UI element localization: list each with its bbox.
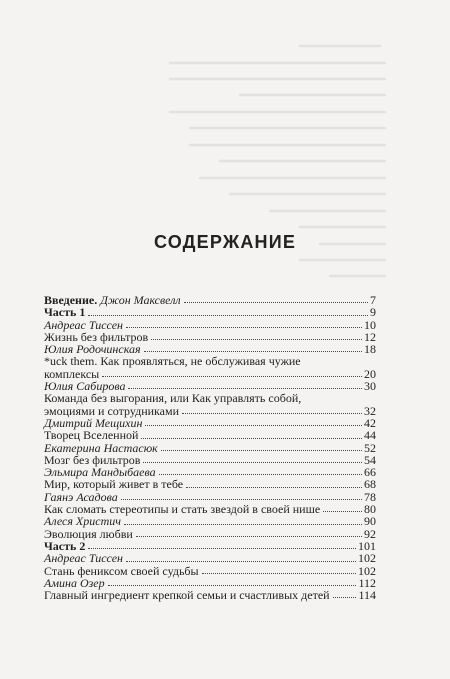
toc-row <box>44 294 376 306</box>
toc-page-number: 42 <box>364 415 376 430</box>
toc-bold-text: Введение. <box>44 293 98 307</box>
toc-author: Андреас Тиссен <box>44 317 124 332</box>
toc-page-number: 18 <box>364 342 376 357</box>
toc-page-number: 52 <box>364 440 376 455</box>
leader-dots <box>88 548 356 549</box>
toc-author: Амина Озер <box>44 575 105 590</box>
leader-dots <box>143 462 362 463</box>
leader-dots <box>333 597 357 598</box>
toc-bold-text: Часть 1 <box>44 305 86 320</box>
toc-page-number: 9 <box>370 305 376 320</box>
leader-dots <box>128 388 362 389</box>
toc-title: Мозг без фильтров <box>44 452 141 467</box>
toc-page-number: 20 <box>364 366 376 381</box>
toc-page-number: 7 <box>370 293 376 307</box>
toc-title: Команда без выгорания, или Как управлять собой, <box>44 391 302 406</box>
toc-page-number: 68 <box>364 477 376 492</box>
leader-dots <box>161 450 362 451</box>
leader-dots <box>182 413 362 414</box>
toc-page-number: 90 <box>364 514 376 529</box>
toc-title: Мир, который живет в тебе <box>44 477 184 492</box>
toc-page-number: 80 <box>364 502 376 517</box>
leader-dots <box>126 561 356 562</box>
leader-dots <box>121 499 362 500</box>
leader-dots <box>202 573 356 574</box>
toc-page-number: 30 <box>364 379 376 394</box>
leader-dots <box>159 474 362 475</box>
toc-author: Андреас Тиссен <box>44 551 124 566</box>
toc-page-number: 92 <box>364 526 376 541</box>
toc-row <box>44 589 376 601</box>
toc-author: Юлия Сабирова <box>44 379 126 394</box>
toc-title: комплексы <box>44 366 100 381</box>
toc-page-number: 44 <box>364 428 376 443</box>
toc-page-number: 54 <box>364 452 376 467</box>
leader-dots <box>151 339 362 340</box>
table-of-contents <box>44 294 376 601</box>
leader-dots <box>141 438 362 439</box>
toc-page-number: 112 <box>358 575 376 590</box>
leader-dots <box>184 302 368 303</box>
toc-author: Джон Максвелл <box>97 293 181 307</box>
leader-dots <box>144 351 362 352</box>
toc-title: эмоциями и сотрудниками <box>44 403 180 418</box>
toc-author: Екатерина Настасюк <box>44 440 158 455</box>
leader-dots <box>124 524 362 525</box>
toc-page-number: 66 <box>364 465 376 480</box>
toc-page-number: 78 <box>364 489 376 504</box>
toc-title: Стань фениксом своей судьбы <box>44 563 199 578</box>
toc-author: Эльмира Мандыбаева <box>44 465 156 480</box>
leader-dots <box>102 376 362 377</box>
toc-title: Как сломать стереотипы и стать звездой в своей нише <box>44 502 321 517</box>
toc-title: Главный ингредиент крепкой семьи и счастливых детей <box>44 588 330 603</box>
toc-page-number: 102 <box>358 563 376 578</box>
toc-title: Жизнь без фильтров <box>44 329 149 344</box>
leader-dots <box>145 425 362 426</box>
contents-heading: СОДЕРЖАНИЕ <box>153 232 297 252</box>
toc-title: *uck them. Как проявляться, не обслуживая чужие <box>44 354 301 369</box>
toc-page-number: 32 <box>364 403 376 418</box>
toc-page-number: 101 <box>358 538 376 553</box>
leader-dots <box>88 315 368 316</box>
toc-author: Юлия Родочинская <box>44 342 141 357</box>
toc-page-number: 10 <box>364 317 376 332</box>
toc-author: Гаянэ Асадова <box>44 489 118 504</box>
leader-dots <box>108 585 357 586</box>
toc-page-number: 114 <box>358 588 376 603</box>
leader-dots <box>186 487 362 488</box>
leader-dots <box>136 536 362 537</box>
toc-bold-text: Часть 2 <box>44 538 86 553</box>
leader-dots <box>323 511 362 512</box>
leader-dots <box>126 327 362 328</box>
toc-title: Эволюция любви <box>44 526 133 541</box>
toc-author: Алеся Христич <box>44 514 121 529</box>
toc-author: Дмитрий Мещихин <box>44 415 143 430</box>
toc-row <box>44 528 376 540</box>
toc-title: Творец Вселенной <box>44 428 139 443</box>
toc-page-number: 12 <box>364 329 376 344</box>
toc-page-number: 102 <box>358 551 376 566</box>
